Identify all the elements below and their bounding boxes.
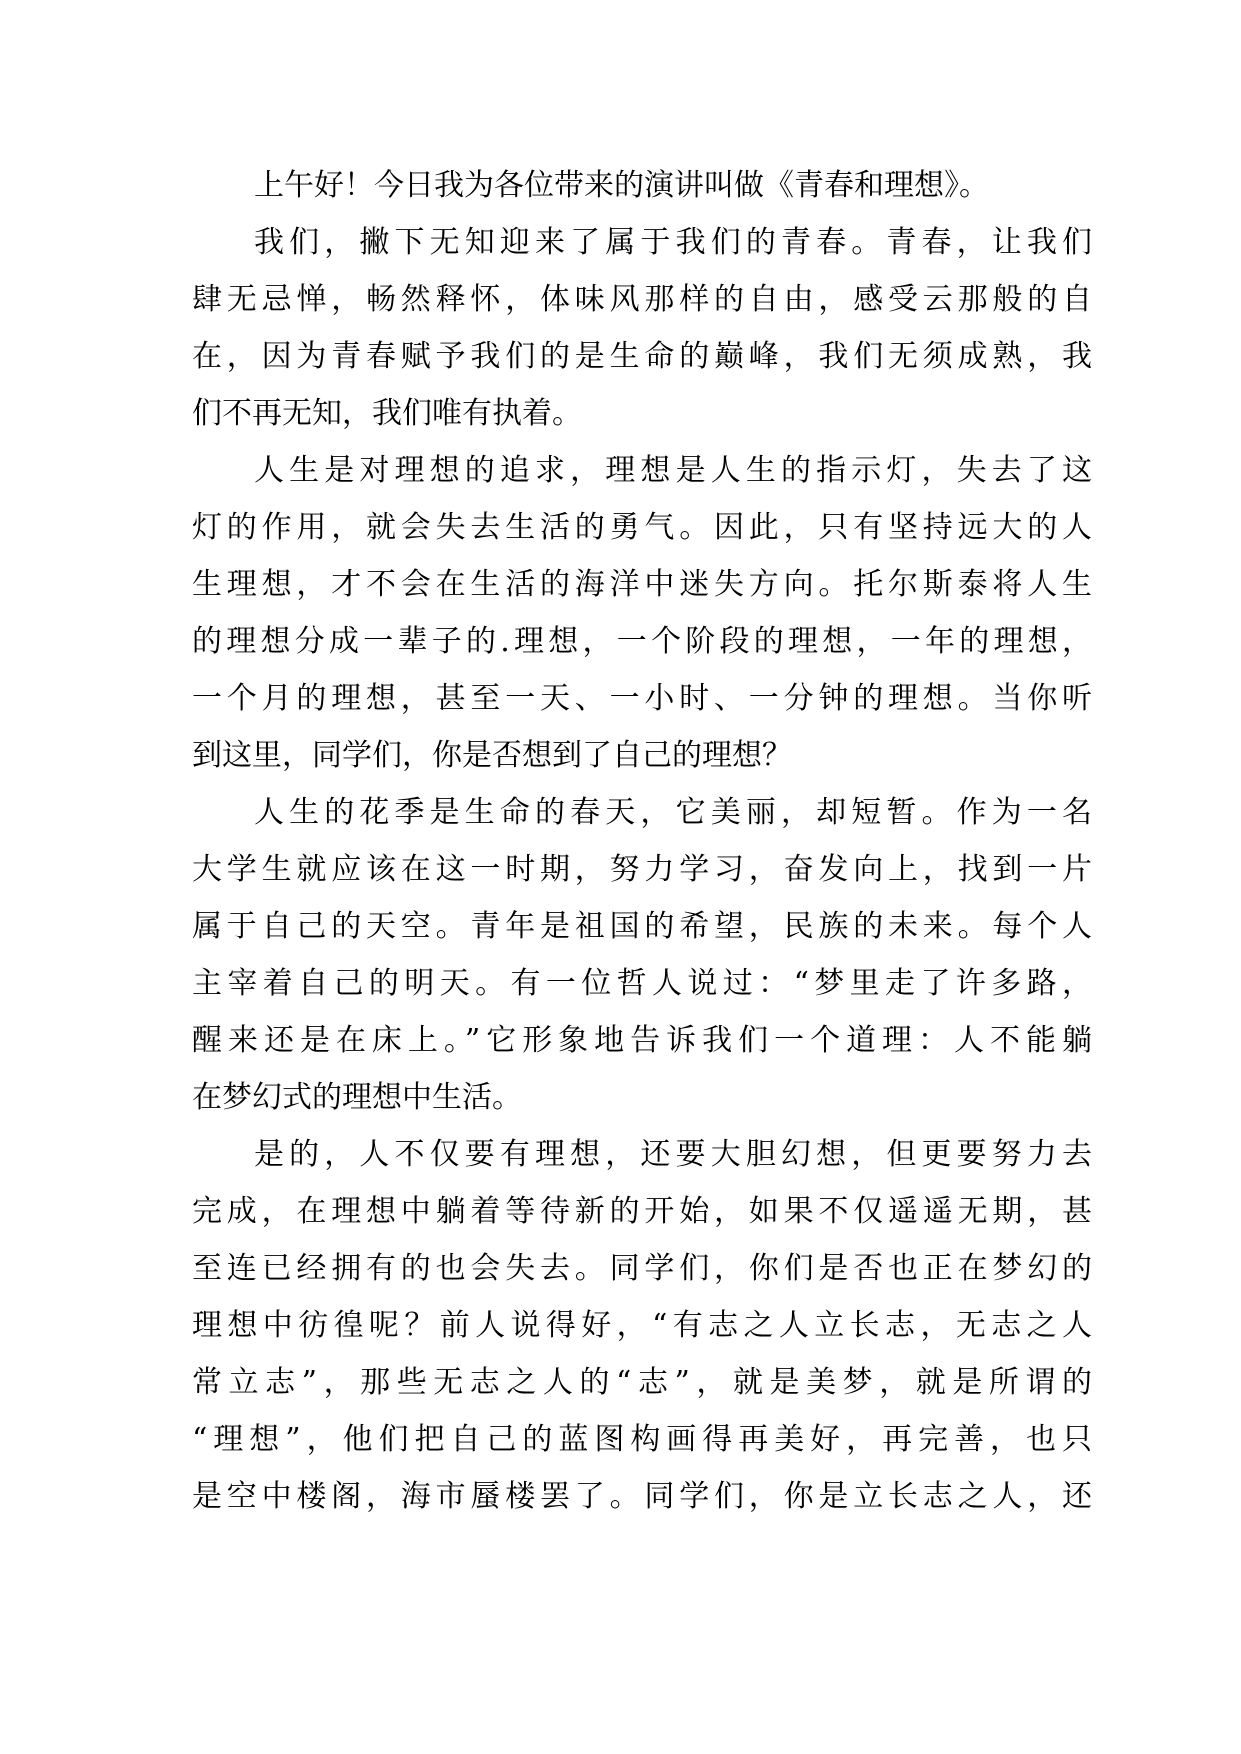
text-line: 是空中楼阁，海市蜃楼罢了。同学们，你是立长志之人，还	[192, 1479, 1092, 1514]
text-line: 人生的花季是生命的春天，它美丽，却短暂。作为一名	[254, 795, 1092, 830]
text-line: 理想中彷徨呢？前人说得好，“有志之人立长志，无志之人	[192, 1308, 1092, 1343]
text-line: 主宰着自己的明天。有一位哲人说过：“梦里走了许多路，	[192, 966, 1092, 1001]
text-line: 灯的作用，就会失去生活的勇气。因此，只有坚持远大的人	[192, 510, 1092, 545]
text-line: 属于自己的天空。青年是祖国的希望，民族的未来。每个人	[192, 909, 1092, 944]
text-line: 我们，撇下无知迎来了属于我们的青春。青春，让我们	[254, 225, 1092, 260]
text-line: 们不再无知，我们唯有执着。	[192, 396, 582, 431]
text-line: 人生是对理想的追求，理想是人生的指示灯，失去了这	[254, 453, 1092, 488]
text-line: 在，因为青春赋予我们的是生命的巅峰，我们无须成熟，我	[192, 339, 1092, 374]
text-line: 大学生就应该在这一时期，努力学习，奋发向上，找到一片	[192, 852, 1092, 887]
text-line: 上午好！今日我为各位带来的演讲叫做《青春和理想》。	[254, 168, 989, 203]
text-line: 是的，人不仅要有理想，还要大胆幻想，但更要努力去	[254, 1137, 1092, 1172]
text-line: 到这里，同学们，你是否想到了自己的理想？	[192, 738, 792, 773]
text-line: 肆无忌惮，畅然释怀，体味风那样的自由，感受云那般的自	[192, 282, 1092, 317]
text-line: 生理想，才不会在生活的海洋中迷失方向。托尔斯泰将人生	[192, 567, 1092, 602]
text-line: 醒来还是在床上。”它形象地告诉我们一个道理：人不能躺	[192, 1023, 1092, 1058]
text-line: 完成，在理想中躺着等待新的开始，如果不仅遥遥无期，甚	[192, 1194, 1092, 1229]
text-line: 在梦幻式的理想中生活。	[192, 1080, 522, 1115]
text-line: 至连已经拥有的也会失去。同学们，你们是否也正在梦幻的	[192, 1251, 1092, 1286]
text-line: 一个月的理想，甚至一天、一小时、一分钟的理想。当你听	[192, 681, 1092, 716]
text-line: “理想”，他们把自己的蓝图构画得再美好，再完善，也只	[192, 1422, 1092, 1457]
text-line: 常立志”，那些无志之人的“志”，就是美梦，就是所谓的	[192, 1365, 1092, 1400]
text-line: 的理想分成一辈子的.理想，一个阶段的理想，一年的理想，	[192, 624, 1092, 659]
